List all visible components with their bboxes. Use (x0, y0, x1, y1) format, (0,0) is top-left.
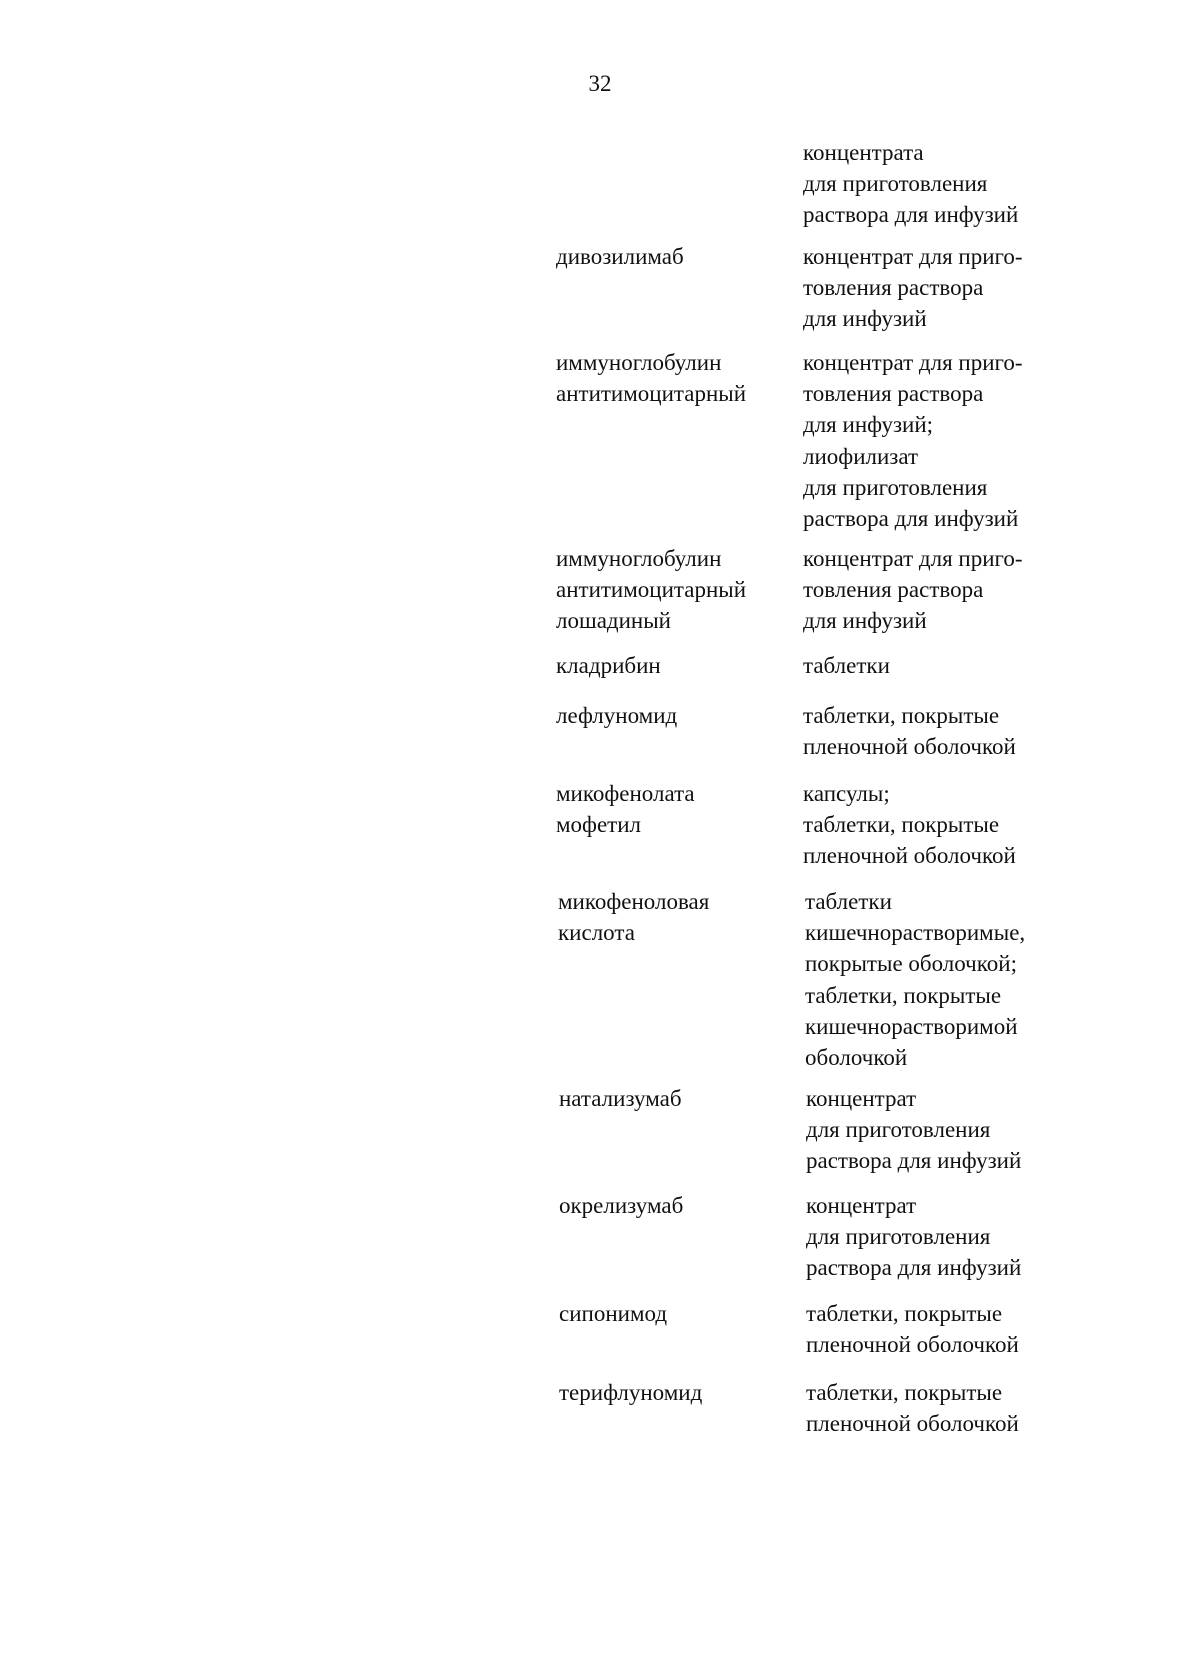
dosage-form (803, 650, 1093, 681)
dosage-form-line: раствора для инфузий (806, 1255, 1022, 1281)
dosage-form-line: пленочной оболочкой (803, 734, 1016, 760)
dosage-form-line: товления раствора (803, 275, 984, 301)
dosage-form-line: для инфузий (803, 306, 927, 332)
drug-name-line: дивозилимаб (556, 244, 684, 269)
dosage-form-line: оболочкой (805, 1045, 908, 1071)
drug-name (556, 778, 796, 840)
dosage-form-line: концентрат для приго- (803, 244, 1023, 269)
dosage-form-line: товления раствора (803, 577, 984, 603)
drug-name (559, 1298, 799, 1329)
drug-name (556, 347, 796, 409)
drug-name-line: сипонимод (559, 1301, 668, 1326)
dosage-form-line: концентрат для приго- (803, 350, 1023, 375)
dosage-form-line: концентрат для приго- (803, 546, 1023, 571)
drug-name-line: мофетил (556, 812, 642, 838)
dosage-form (803, 347, 1093, 534)
dosage-form-line: для приготовления (803, 474, 988, 500)
dosage-form-line: для приготовления (803, 171, 988, 197)
dosage-form-line: раствора для инфузий (803, 506, 1019, 532)
drug-name (556, 241, 796, 272)
dosage-form-line: раствора для инфузий (806, 1148, 1022, 1174)
drug-name-line: иммуноглобулин (556, 350, 722, 375)
dosage-form (806, 1083, 1096, 1177)
dosage-form (803, 241, 1093, 335)
drug-name (556, 650, 796, 681)
dosage-form (803, 543, 1093, 637)
dosage-form (805, 886, 1095, 1073)
drug-name (559, 1190, 799, 1221)
dosage-form-line: для приготовления (806, 1117, 991, 1143)
drug-name-line: антитимоцитарный (556, 577, 747, 603)
dosage-form-line: концентрата (803, 140, 924, 165)
drug-name (559, 1377, 799, 1408)
drug-name-line: иммуноглобулин (556, 546, 722, 571)
dosage-form-line: пленочной оболочкой (806, 1411, 1019, 1437)
drug-name-line: антитимоцитарный (556, 381, 747, 407)
dosage-form-line: таблетки, покрытые (806, 1380, 1003, 1405)
dosage-form-line: таблетки, покрытые (803, 812, 1000, 838)
dosage-form-line: кишечнорастворимые, (805, 920, 1026, 946)
dosage-form-line: для приготовления (806, 1224, 991, 1250)
dosage-form (806, 1298, 1096, 1360)
dosage-form-line: таблетки, покрытые (803, 703, 1000, 728)
drug-name-line: натализумаб (559, 1086, 682, 1111)
drug-name-line: лефлуномид (556, 703, 678, 728)
drug-name (558, 886, 798, 948)
dosage-form (806, 1190, 1096, 1284)
drug-name (556, 700, 796, 731)
page-number: 32 (588, 71, 612, 96)
drug-name (556, 543, 796, 637)
dosage-form-line: пленочной оболочкой (803, 843, 1016, 869)
drug-name-line: терифлуномид (559, 1380, 703, 1405)
dosage-form-line: таблетки, покрытые (805, 982, 1002, 1008)
drug-name-line: окрелизумаб (559, 1193, 684, 1218)
dosage-form-line: концентрат (806, 1193, 917, 1218)
dosage-form (806, 1377, 1096, 1439)
dosage-form-line: пленочной оболочкой (806, 1332, 1019, 1358)
dosage-form (803, 137, 1093, 231)
dosage-form-line: концентрат (806, 1086, 917, 1111)
dosage-form-line: лиофилизат (803, 443, 919, 469)
dosage-form-line: покрытые оболочкой; (805, 951, 1017, 977)
dosage-form-line: капсулы; (803, 781, 890, 806)
drug-name (559, 1083, 799, 1114)
dosage-form-line: для инфузий; (803, 412, 934, 438)
dosage-form-line: кишечнорастворимой (805, 1013, 1018, 1039)
drug-name-line: кислота (558, 920, 635, 946)
dosage-form-line: для инфузий (803, 608, 927, 634)
dosage-form-line: таблетки (803, 653, 890, 678)
dosage-form-line: таблетки (805, 889, 892, 914)
drug-name-line: лошадиный (556, 608, 671, 634)
dosage-form (803, 778, 1093, 872)
dosage-form-line: таблетки, покрытые (806, 1301, 1003, 1326)
dosage-form-line: товления раствора (803, 381, 984, 407)
dosage-form-line: раствора для инфузий (803, 202, 1019, 228)
drug-name-line: микофеноловая (558, 889, 710, 914)
drug-name-line: кладрибин (556, 653, 661, 678)
dosage-form (803, 700, 1093, 762)
drug-name-line: микофенолата (556, 781, 695, 806)
